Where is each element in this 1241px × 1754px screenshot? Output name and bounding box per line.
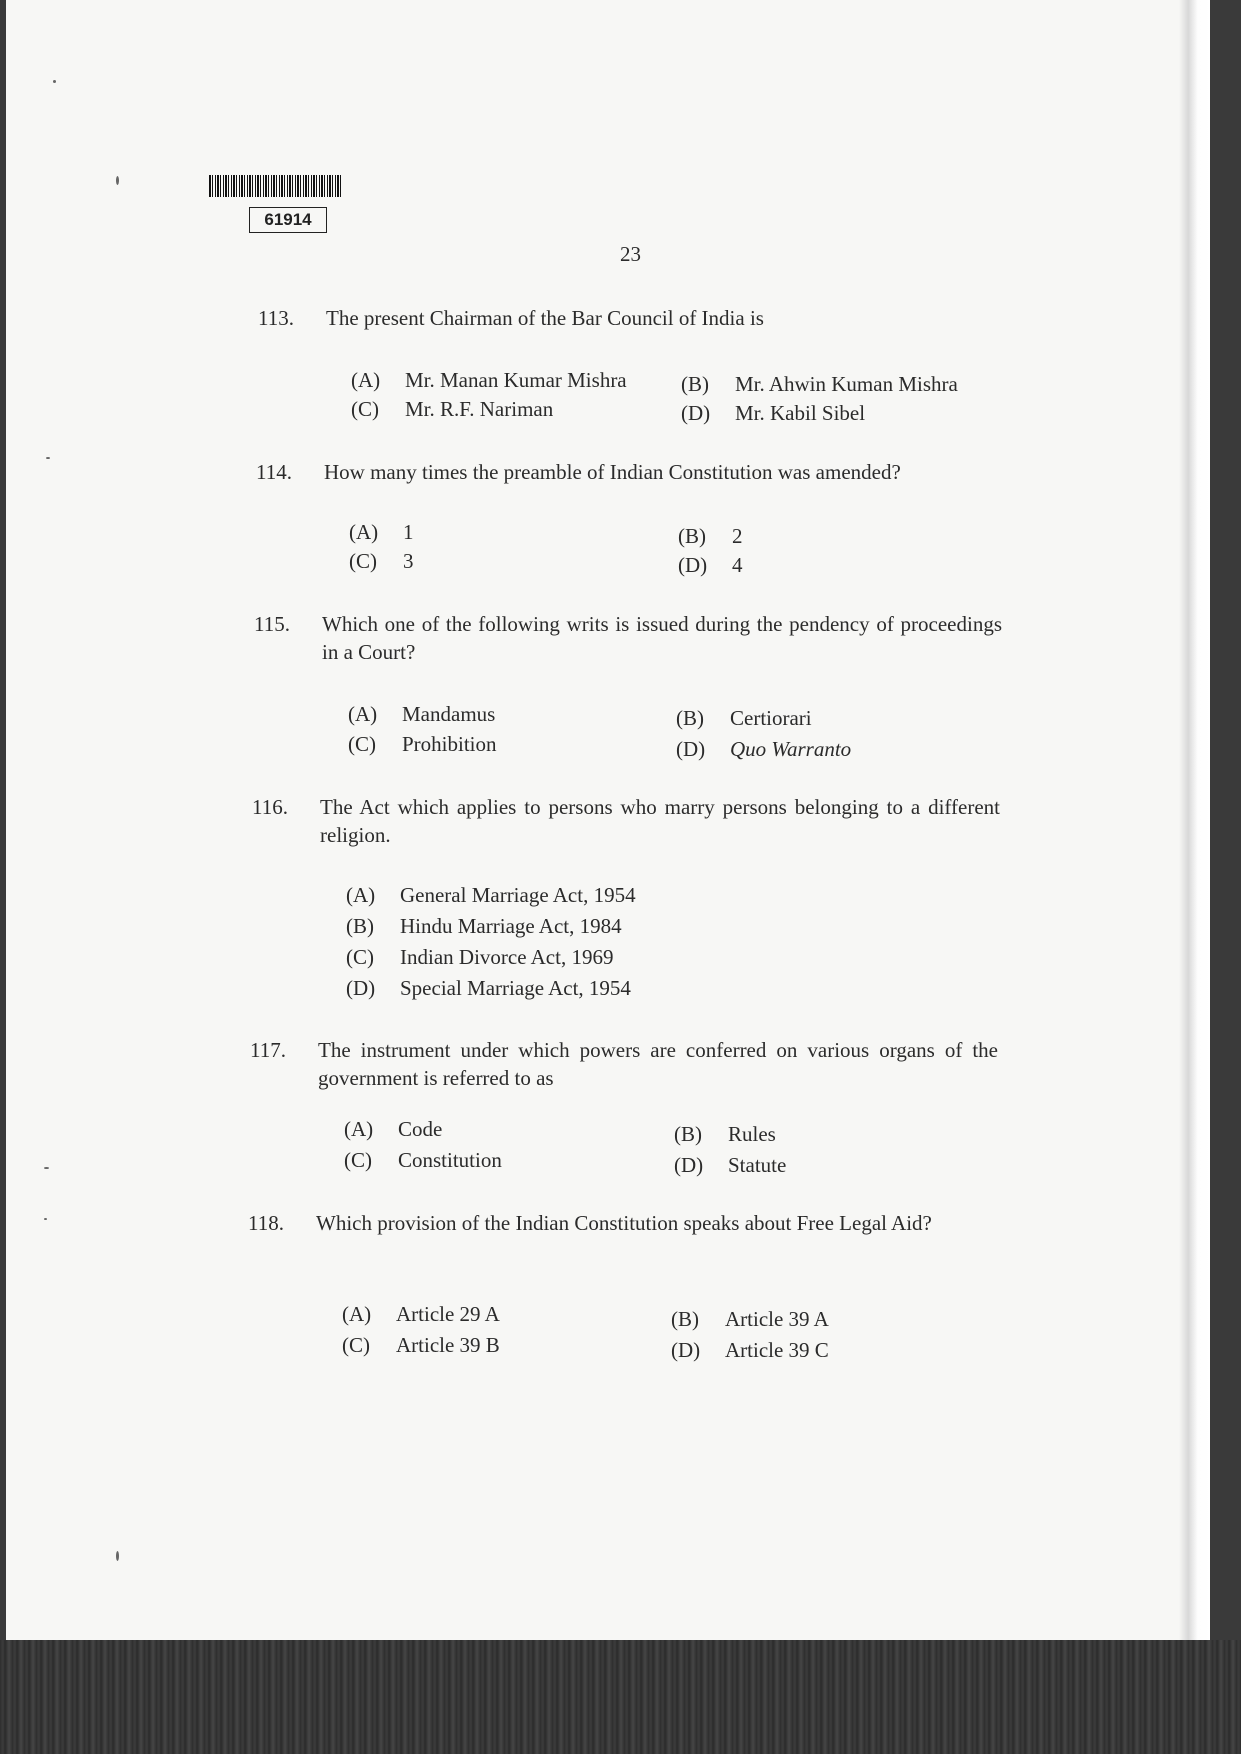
option-c: (C) Mr. R.F. Nariman (351, 397, 554, 421)
option-d: (D) Statute (674, 1153, 787, 1177)
option-a: (A) Mandamus (348, 702, 496, 726)
option-d: (D) Mr. Kabil Sibel (681, 401, 866, 425)
question-number: 114. (256, 460, 292, 484)
question-text: Which one of the following writs is issued during the pendency of proceedings in a Court? (322, 612, 1002, 664)
question-text: How many times the preamble of Indian Constitution was amended? (324, 460, 901, 484)
option-d: (D) Quo Warranto (676, 737, 852, 761)
option-d: (D) Article 39 C (671, 1338, 829, 1362)
option-b: (B) Hindu Marriage Act, 1984 (346, 914, 622, 938)
option-b: (B) Certiorari (676, 706, 812, 730)
question-number: 113. (258, 306, 294, 330)
exam-page (6, 0, 1210, 1640)
question-text: Which provision of the Indian Constitution speaks about Free Legal Aid? (316, 1211, 932, 1235)
barcode (209, 175, 342, 197)
scanner-background-strip (0, 1640, 1241, 1754)
question-number: 117. (250, 1038, 286, 1062)
option-d: (D) Special Marriage Act, 1954 (346, 976, 631, 1000)
scan-speck (44, 1218, 47, 1220)
question-number: 118. (248, 1211, 284, 1235)
option-c: (C) Constitution (344, 1148, 502, 1172)
option-a: (A) General Marriage Act, 1954 (346, 883, 636, 907)
scan-speck (46, 457, 50, 459)
option-b: (B) Rules (674, 1122, 776, 1146)
option-d: (D) 4 (678, 553, 743, 577)
option-b: (B) 2 (678, 524, 743, 548)
scan-speck (44, 1167, 49, 1169)
option-c: (C) Article 39 B (342, 1333, 500, 1357)
option-c: (C) Indian Divorce Act, 1969 (346, 945, 614, 969)
question-number: 116. (252, 795, 288, 819)
scan-speck (53, 80, 56, 83)
page-number: 23 (620, 242, 641, 266)
question-text: The Act which applies to persons who marry persons belonging to a different religion. (320, 795, 1000, 847)
option-a: (A) Code (344, 1117, 443, 1141)
page-edge-shadow (1179, 0, 1210, 1640)
option-a: (A) 1 (349, 520, 414, 544)
question-number: 115. (254, 612, 290, 636)
option-a: (A) Mr. Manan Kumar Mishra (351, 368, 627, 392)
booklet-code: 61914 (249, 207, 327, 233)
option-c: (C) Prohibition (348, 732, 497, 756)
option-a: (A) Article 29 A (342, 1302, 500, 1326)
scan-speck (116, 1551, 119, 1561)
scan-speck (116, 176, 119, 185)
option-b: (B) Mr. Ahwin Kuman Mishra (681, 372, 958, 396)
question-text: The instrument under which powers are conferred on various organs of the government is referred to as (318, 1038, 998, 1090)
option-c: (C) 3 (349, 549, 414, 573)
question-text: The present Chairman of the Bar Council of India is (326, 306, 764, 330)
option-b: (B) Article 39 A (671, 1307, 829, 1331)
